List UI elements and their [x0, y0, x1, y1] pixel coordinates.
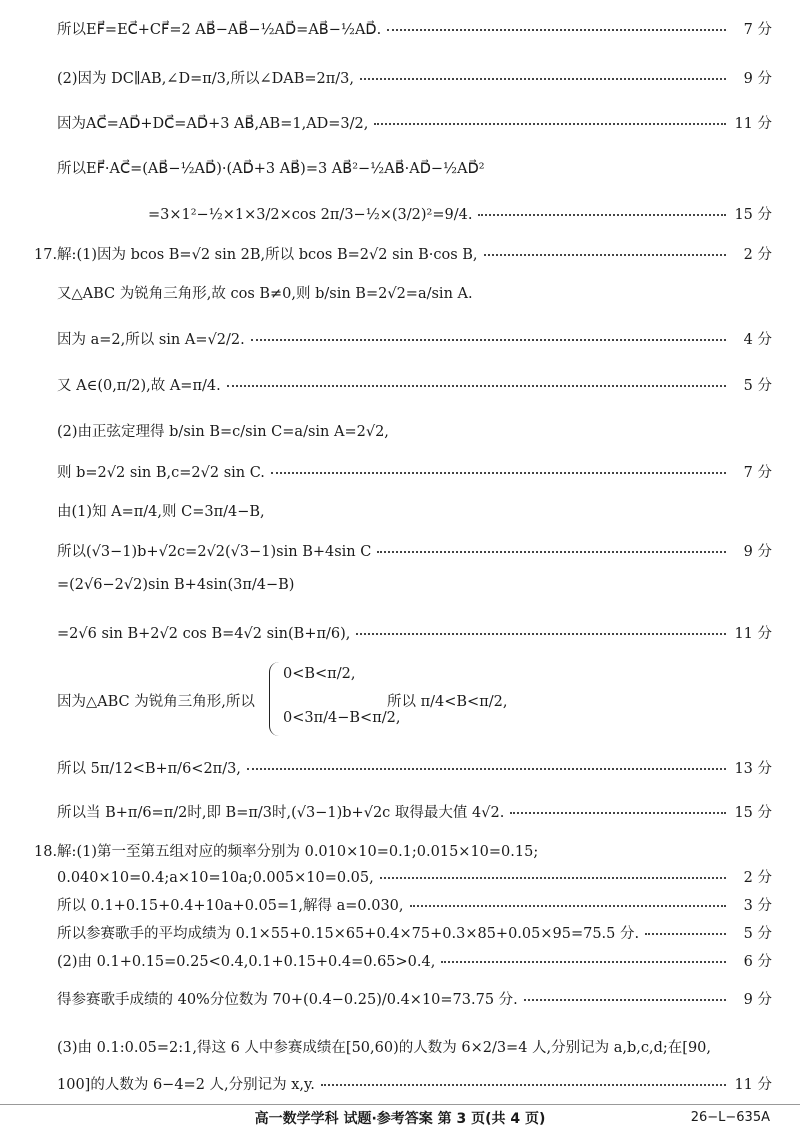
score-label: 9 分 [743, 71, 772, 87]
line-12 [57, 500, 772, 521]
line-6 [34, 243, 772, 264]
leader-dots [484, 253, 726, 256]
brace-lead-text: 因为△ABC 为锐角三角形,所以 [57, 694, 255, 710]
line-16 [57, 757, 772, 778]
line-text: 所以当 B+π/6=π/2时,即 B=π/3时,(√3−1)b+√2c 取得最大值 4√2. [57, 805, 505, 821]
line-text: 又△ABC 为锐角三角形,故 cos B≠0,则 b/sin B=2√2=a/sin A. [57, 286, 473, 302]
score-label: 15 分 [734, 805, 772, 821]
line-10 [57, 420, 772, 441]
brace-top-inequality: 0<B<π/2, [283, 666, 356, 682]
line-text: 因为 a=2,所以 sin A=√2/2. [57, 332, 245, 348]
line-22 [57, 950, 772, 971]
score-label: 15 分 [734, 207, 772, 223]
score-label: 5 分 [743, 378, 772, 394]
line-25 [57, 1073, 772, 1094]
score-label: 2 分 [743, 870, 772, 886]
brace-system [57, 660, 757, 740]
line-3 [57, 112, 772, 133]
line-text: 得参赛歌手成绩的 40%分位数为 70+(0.4−0.25)/0.4×10=73.75 分. [57, 992, 518, 1008]
line-18 [34, 840, 772, 861]
line-2 [57, 67, 772, 88]
leader-dots [380, 876, 726, 879]
line-23 [57, 988, 772, 1009]
line-21 [57, 922, 772, 943]
score-label: 2 分 [743, 247, 772, 263]
line-text: 100]的人数为 6−4=2 人,分别记为 x,y. [57, 1077, 315, 1093]
line-text: =(2√6−2√2)sin B+4sin(3π/4−B) [57, 577, 295, 593]
line-text: 所以EF⃗·AC⃗=(AB⃗−½AD⃗)·(AD⃗+3 AB⃗)=3 AB⃗²−½AB⃗·AD⃗−½AD⃗² [57, 161, 485, 177]
line-text: 则 b=2√2 sin B,c=2√2 sin C. [57, 465, 265, 481]
brace-conclusion: 所以 π/4<B<π/2, [387, 694, 508, 710]
line-8 [57, 328, 772, 349]
leader-dots [321, 1083, 726, 1086]
line-5 [148, 203, 772, 224]
line-text: =3×1²−½×1×3/2×cos 2π/3−½×(3/2)²=9/4. [148, 207, 473, 223]
leader-dots [441, 960, 726, 963]
score-label: 3 分 [743, 898, 772, 914]
line-text: 17.解:(1)因为 bcos B=√2 sin 2B,所以 bcos B=2√2 sin B·cos B, [34, 247, 478, 263]
line-4 [57, 157, 772, 178]
leader-dots [410, 904, 727, 907]
line-15 [57, 622, 772, 643]
score-label: 11 分 [734, 626, 772, 642]
score-label: 13 分 [734, 761, 772, 777]
left-brace [269, 662, 280, 736]
line-text: (2)由正弦定理得 b/sin B=c/sin C=a/sin A=2√2, [57, 424, 389, 440]
leader-dots [251, 338, 726, 341]
leader-dots [374, 122, 726, 125]
leader-dots [356, 632, 726, 635]
line-17 [57, 801, 772, 822]
footer-code: 26−L−635A [690, 1110, 770, 1125]
leader-dots [271, 471, 726, 474]
line-text: (3)由 0.1:0.05=2:1,得这 6 人中参赛成绩在[50,60)的人数为 6×2/3=4 人,分别记为 a,b,c,d;在[90, [57, 1040, 712, 1056]
line-text: 所以(√3−1)b+√2c=2√2(√3−1)sin B+4sin C [57, 544, 372, 560]
line-text: 由(1)知 A=π/4,则 C=3π/4−B, [57, 504, 265, 520]
leader-dots [227, 384, 726, 387]
score-label: 7 分 [743, 22, 772, 38]
score-label: 6 分 [743, 954, 772, 970]
footer-title: 高一数学学科 试题·参考答案 第 3 页(共 4 页) [254, 1111, 546, 1127]
leader-dots [387, 28, 726, 31]
score-label: 11 分 [734, 116, 772, 132]
line-20 [57, 894, 772, 915]
line-text: 所以 0.1+0.15+0.4+10a+0.05=1,解得 a=0.030, [57, 898, 404, 914]
line-text: 18.解:(1)第一至第五组对应的频率分别为 0.010×10=0.1;0.015×10=0.15; [34, 844, 539, 860]
score-label: 5 分 [743, 926, 772, 942]
score-label: 4 分 [743, 332, 772, 348]
leader-dots [478, 213, 726, 216]
score-label: 11 分 [734, 1077, 772, 1093]
line-14 [57, 577, 772, 593]
line-text: 又 A∈(0,π/2),故 A=π/4. [57, 378, 221, 394]
line-text: 因为AC⃗=AD⃗+DC⃗=AD⃗+3 AB⃗,AB=1,AD=3/2, [57, 116, 369, 132]
line-text: 0.040×10=0.4;a×10=10a;0.005×10=0.05, [57, 870, 374, 886]
line-9 [57, 374, 772, 395]
line-text: (2)因为 DC∥AB,∠D=π/3,所以∠DAB=2π/3, [57, 71, 355, 87]
line-text: (2)由 0.1+0.15=0.25<0.4,0.1+0.15+0.4=0.65>0.4, [57, 954, 436, 970]
leader-dots [377, 550, 726, 553]
line-text: =2√6 sin B+2√2 cos B=4√2 sin(B+π/6), [57, 626, 351, 642]
leader-dots [247, 767, 726, 770]
line-7 [57, 282, 772, 303]
leader-dots [645, 932, 726, 935]
line-11 [57, 461, 772, 482]
leader-dots [510, 811, 726, 814]
line-1 [57, 18, 772, 39]
score-label: 9 分 [743, 544, 772, 560]
brace-bottom-inequality: 0<3π/4−B<π/2, [283, 710, 401, 726]
line-text: 所以参赛歌手的平均成绩为 0.1×55+0.15×65+0.4×75+0.3×85+0.05×95=75.5 分. [57, 926, 640, 942]
line-13 [57, 540, 772, 561]
leader-dots [524, 998, 726, 1001]
line-text: 所以EF⃗=EC⃗+CF⃗=2 AB⃗−AB⃗−½AD⃗=AB⃗−½AD⃗. [57, 22, 382, 38]
line-19 [57, 866, 772, 887]
line-text: 所以 5π/12<B+π/6<2π/3, [57, 761, 241, 777]
page-footer [0, 1104, 800, 1133]
score-label: 7 分 [743, 465, 772, 481]
score-label: 9 分 [743, 992, 772, 1008]
leader-dots [360, 77, 726, 80]
line-24 [57, 1036, 772, 1057]
